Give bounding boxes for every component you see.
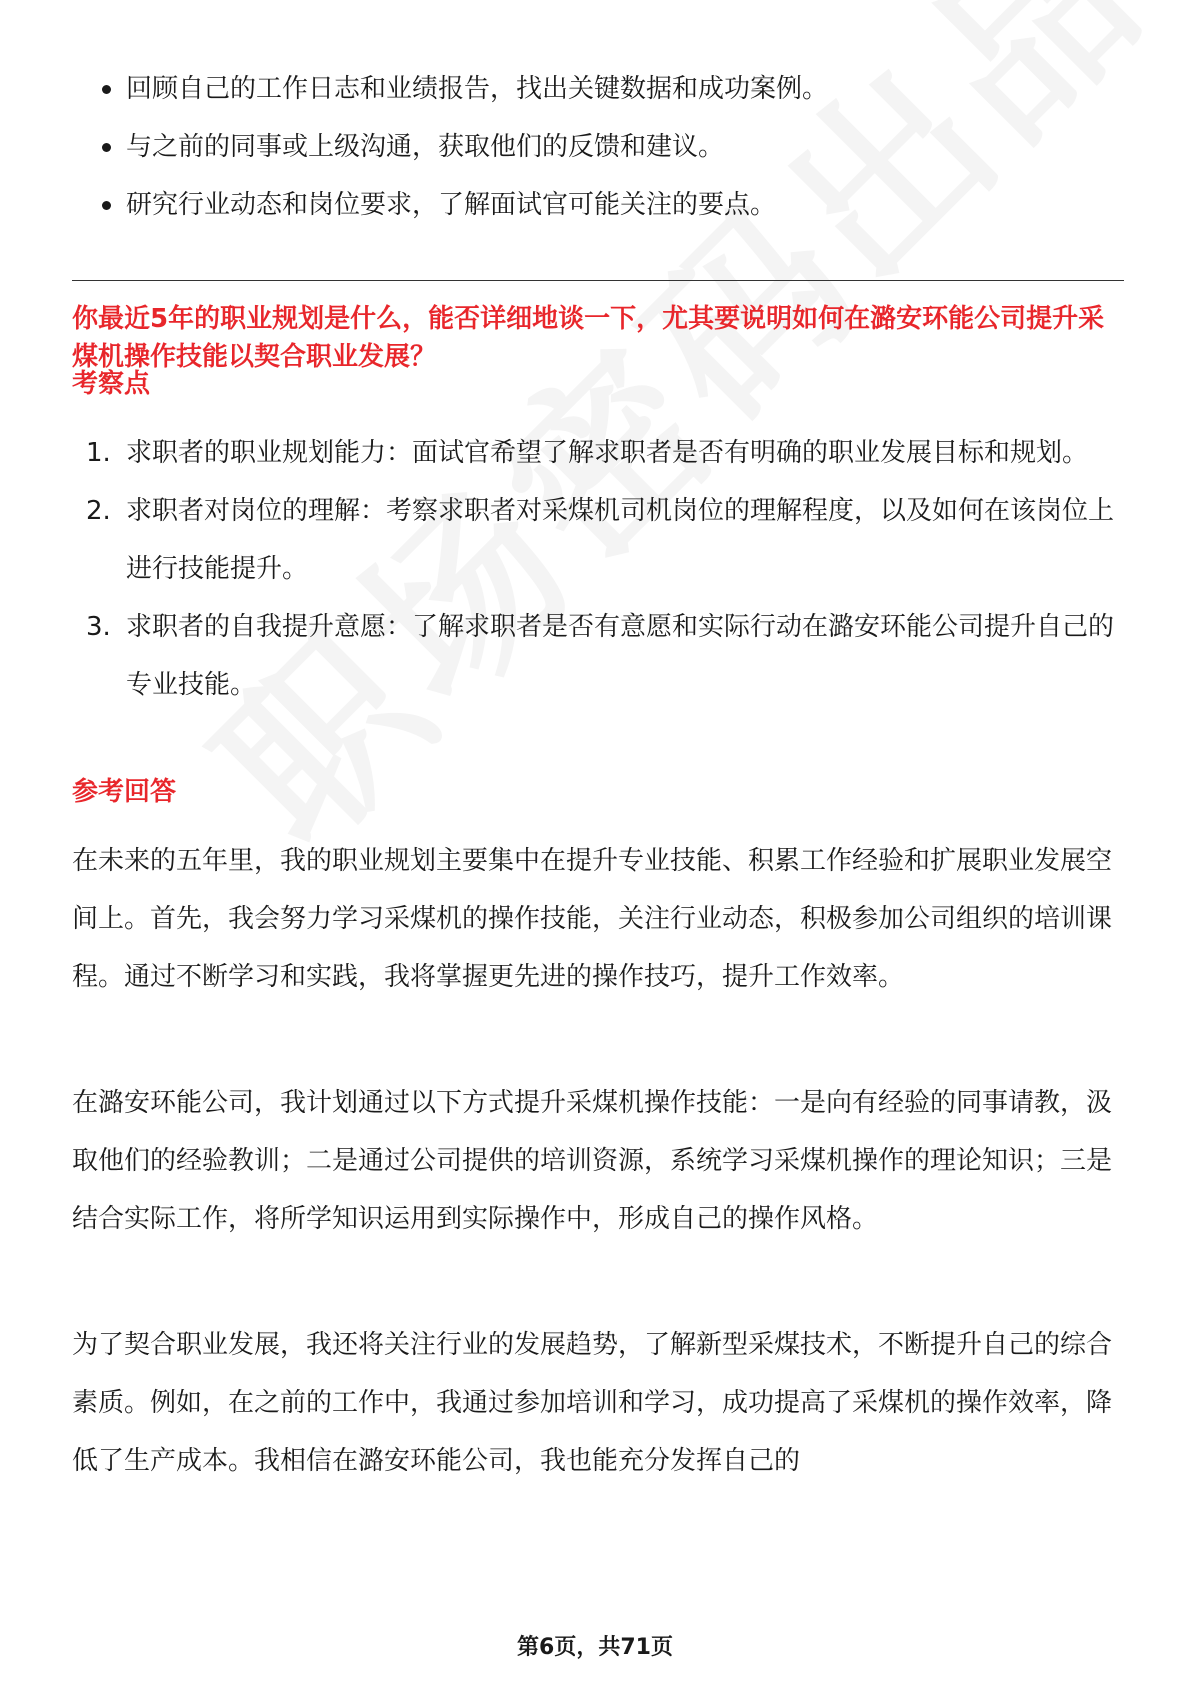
- answer-paragraph: 在未来的五年里，我的职业规划主要集中在提升专业技能、积累工作经验和扩展职业发展空间上。首先，我会努力学习采煤机的操作技能，关注行业动态，积极参加公司组织的培训课程。通过不断学习和实践，我将掌握更先进的操作技巧，提升工作效率。: [72, 846, 1113, 992]
- list-item: [72, 60, 828, 118]
- answer-paragraph: 在潞安环能公司，我计划通过以下方式提升采煤机操作技能：一是向有经验的同事请教，汲取他们的经验教训；二是通过公司提供的培训资源，系统学习采煤机操作的理论知识；三是结合实际工作，将所学知识运用到实际操作中，形成自己的操作风格。: [72, 1088, 1113, 1234]
- list-item: [72, 424, 1124, 482]
- bullet-dot-icon: [102, 201, 111, 210]
- item-text: 求职者的自我提升意愿：了解求职者是否有意愿和实际行动在潞安环能公司提升自己的专业技能。: [126, 612, 1115, 700]
- bullet-text: 与之前的同事或上级沟通，获取他们的反馈和建议。: [126, 132, 725, 162]
- question-heading: 你最近5年的职业规划是什么，能否详细地谈一下，尤其要说明如何在潞安环能公司提升采煤机操作技能以契合职业发展？: [72, 304, 1105, 372]
- answer-title: 参考回答: [72, 777, 177, 807]
- examine-title: 考察点: [72, 369, 151, 399]
- bullet-dot-icon: [102, 85, 111, 94]
- bullet-text: 研究行业动态和岗位要求，了解面试官可能关注的要点。: [126, 190, 777, 220]
- page-number: 第6页，共71页: [517, 1635, 673, 1660]
- examine-list: [72, 424, 1124, 714]
- item-text: 求职者对岗位的理解：考察求职者对采煤机司机岗位的理解程度，以及如何在该岗位上进行技能提升。: [126, 496, 1115, 584]
- item-number: 1.: [86, 438, 111, 468]
- item-text: 求职者的职业规划能力：面试官希望了解求职者是否有明确的职业发展目标和规划。: [126, 438, 1089, 468]
- list-item: [72, 598, 1124, 714]
- list-item: [72, 118, 828, 176]
- bullet-text: 回顾自己的工作日志和业绩报告，找出关键数据和成功案例。: [126, 74, 829, 104]
- list-item: [72, 482, 1124, 598]
- answer-paragraph: 为了契合职业发展，我还将关注行业的发展趋势，了解新型采煤技术，不断提升自己的综合素质。例如，在之前的工作中，我通过参加培训和学习，成功提高了采煤机的操作效率，降低了生产成本。我相信在潞安环能公司，我也能充分发挥自己的: [72, 1330, 1113, 1476]
- item-number: 2.: [86, 496, 111, 526]
- section-divider: [72, 280, 1124, 281]
- bullet-list: [72, 60, 828, 234]
- bullet-dot-icon: [102, 143, 111, 152]
- list-item: [72, 176, 828, 234]
- item-number: 3.: [86, 612, 111, 642]
